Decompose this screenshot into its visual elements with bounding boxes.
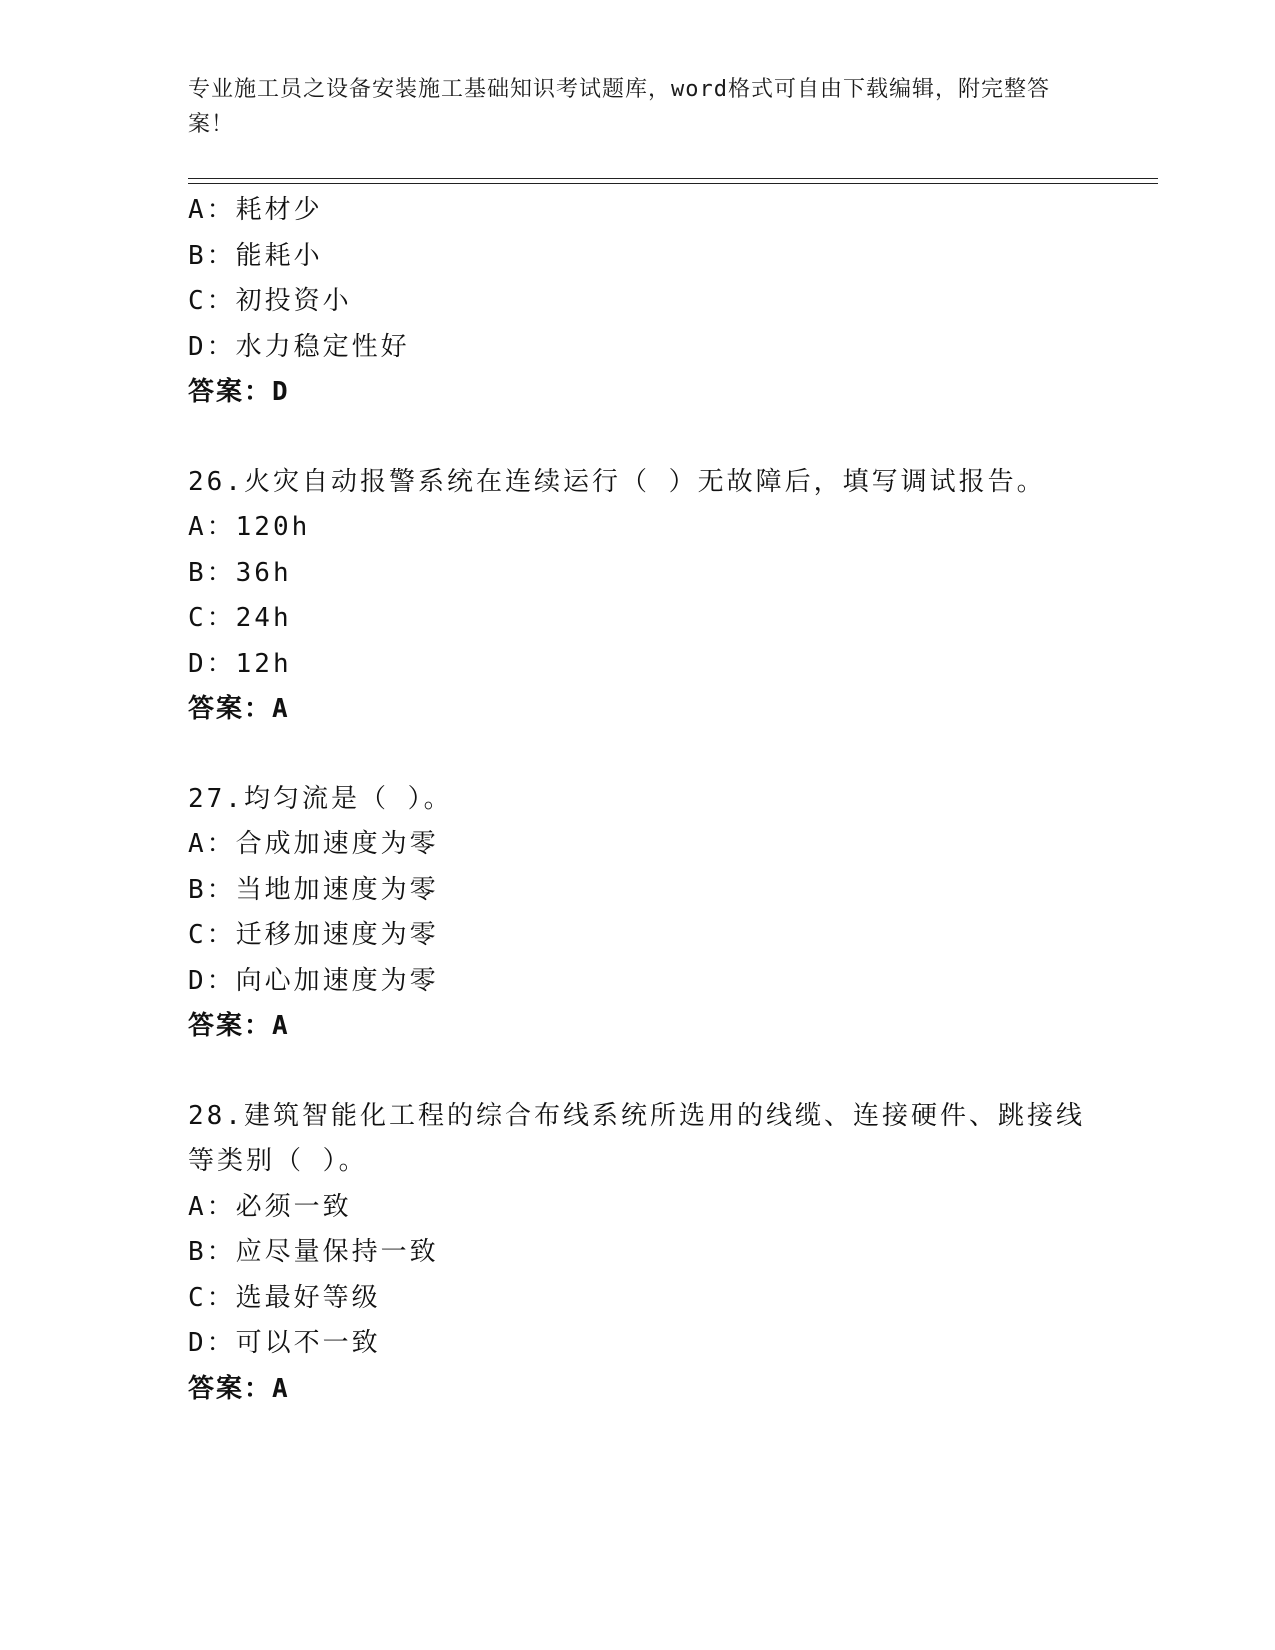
question-text: 26.火灾自动报警系统在连续运行（ ）无故障后，填写调试报告。: [188, 466, 1046, 497]
header-divider-bottom: [188, 183, 1158, 184]
option-a: A：120h: [188, 512, 311, 542]
question-28: [188, 1094, 1088, 1413]
question-text: 27.均匀流是（ ）。: [188, 783, 453, 814]
header-divider-top: [188, 178, 1158, 179]
question-list: [188, 188, 1088, 1412]
answer-line: 答案：D: [188, 377, 290, 407]
option-d: D：12h: [188, 648, 292, 679]
question-text-line-1: 28.建筑智能化工程的综合布线系统所选用的线缆、连接硬件、跳接线: [188, 1100, 1085, 1131]
question-26: [188, 460, 1088, 733]
option-a: A：合成加速度为零: [188, 829, 439, 859]
option-c: C：选最好等级: [188, 1282, 381, 1313]
option-c: C：24h: [188, 603, 292, 633]
option-c: C：迁移加速度为零: [188, 920, 439, 950]
option-a: A：必须一致: [188, 1191, 352, 1222]
option-d: D：向心加速度为零: [188, 965, 439, 996]
option-d: D：水力稳定性好: [188, 331, 410, 362]
document-header: 专业施工员之设备安装施工基础知识考试题库，word格式可自由下载编辑，附完整答案！: [188, 77, 1050, 137]
option-b: B：当地加速度为零: [188, 874, 439, 905]
option-b: B：能耗小: [188, 240, 323, 271]
answer-line: 答案：A: [188, 694, 290, 724]
answer-line: 答案：A: [188, 1011, 290, 1041]
question-text-line-2: 等类别（ ）。: [188, 1146, 368, 1176]
option-c: C：初投资小: [188, 286, 352, 316]
question-27: [188, 777, 1088, 1050]
question-spacer: [188, 416, 1088, 460]
question-spacer: [188, 733, 1088, 777]
option-b: B：36h: [188, 557, 292, 588]
question-spacer: [188, 1050, 1088, 1094]
option-b: B：应尽量保持一致: [188, 1237, 439, 1267]
question-25: [188, 188, 1088, 416]
option-a: A：耗材少: [188, 195, 323, 225]
answer-line: 答案：A: [188, 1373, 290, 1404]
option-d: D：可以不一致: [188, 1328, 381, 1358]
